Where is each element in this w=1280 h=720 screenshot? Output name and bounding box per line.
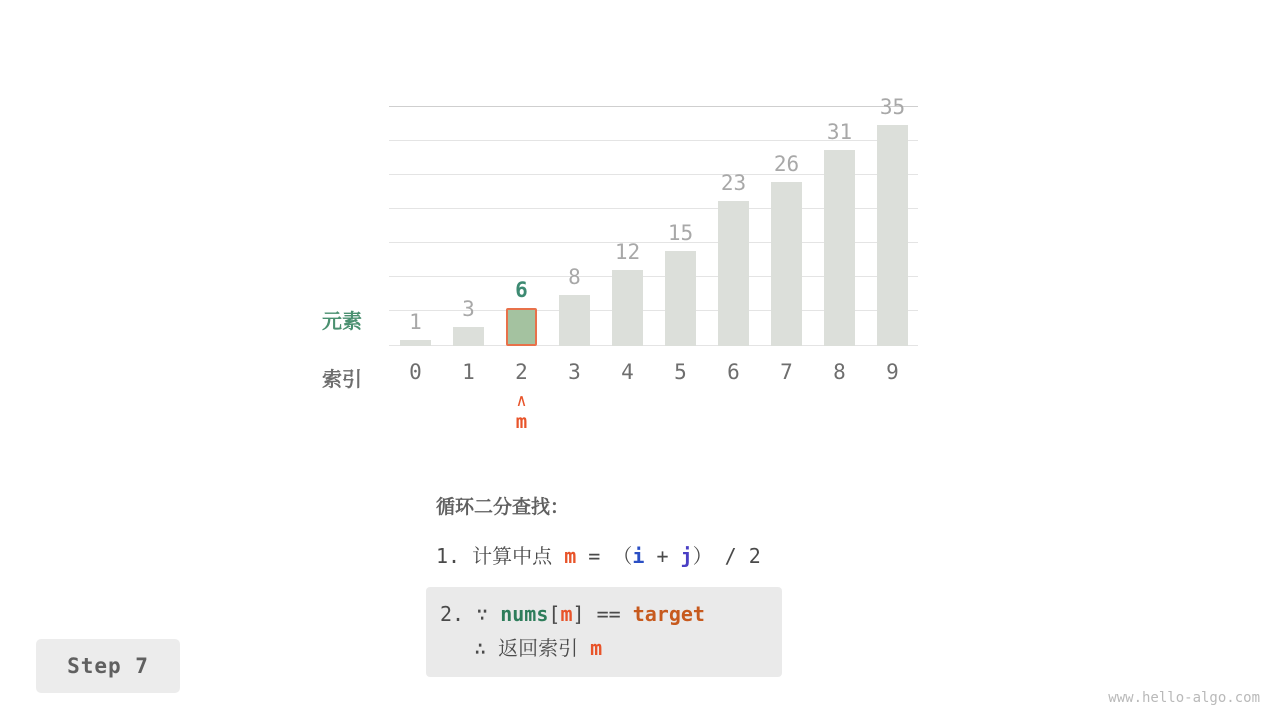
bar-value-label: 8 xyxy=(568,265,581,289)
bar-value-label: 23 xyxy=(720,171,747,195)
caption-text: 循环二分查找： xyxy=(436,496,570,518)
line2-eqeq: == xyxy=(584,602,633,626)
bar-value-label: 6 xyxy=(515,278,528,302)
bar-value-label: 26 xyxy=(773,152,800,176)
bar xyxy=(771,182,802,346)
bar xyxy=(400,340,431,346)
line2-target: target xyxy=(632,602,705,626)
line2-number: 2. xyxy=(440,602,465,626)
bar xyxy=(559,295,590,346)
line1-var-m: m xyxy=(564,544,577,568)
step-line-3 xyxy=(436,631,770,665)
index-axis xyxy=(389,360,918,392)
line2-because: ∵ xyxy=(464,602,501,626)
bar-highlighted xyxy=(506,308,537,346)
line3-therefore: ∴ 返回索引 xyxy=(474,636,591,660)
highlighted-step-box xyxy=(426,587,782,677)
index-label: 7 xyxy=(780,360,793,384)
bar-slot xyxy=(495,106,548,346)
bar-slot xyxy=(548,106,601,346)
bar xyxy=(453,327,484,346)
explanation-block xyxy=(426,492,866,677)
step-line-2 xyxy=(436,597,770,631)
line1-suffix: ） / 2 xyxy=(692,544,761,568)
pointer-name: m xyxy=(515,411,528,433)
line1-plus: + xyxy=(644,544,681,568)
line1-equals: = （ xyxy=(576,544,633,568)
index-label: 1 xyxy=(462,360,475,384)
index-label: 3 xyxy=(568,360,581,384)
pointer-m xyxy=(495,391,548,436)
line2-rbracket: ] xyxy=(572,602,585,626)
bar xyxy=(718,201,749,346)
axis-label-index: 索引 xyxy=(322,367,362,391)
bar xyxy=(665,251,696,346)
index-label: 0 xyxy=(409,360,422,384)
bar-value-label: 31 xyxy=(826,120,853,144)
index-label: 8 xyxy=(833,360,846,384)
line2-nums: nums xyxy=(500,602,549,626)
step-line-1 xyxy=(426,537,866,575)
bar-slot xyxy=(866,106,919,346)
line1-number: 1. xyxy=(436,544,461,568)
bar xyxy=(612,270,643,346)
line3-var-m: m xyxy=(590,636,603,660)
bar-slot xyxy=(760,106,813,346)
bar-slot xyxy=(601,106,654,346)
line2-var-m: m xyxy=(560,602,573,626)
bar-value-label: 15 xyxy=(667,221,694,245)
line2-lbracket: [ xyxy=(548,602,561,626)
bar-value-label: 12 xyxy=(614,240,641,264)
bar-value-label: 35 xyxy=(879,95,906,119)
axis-label-element: 元素 xyxy=(322,309,362,333)
index-label: 5 xyxy=(674,360,687,384)
index-label: 6 xyxy=(727,360,740,384)
index-label: 4 xyxy=(621,360,634,384)
index-label: 2 xyxy=(515,360,528,384)
index-label: 9 xyxy=(886,360,899,384)
line1-var-i: i xyxy=(632,544,645,568)
step-badge: Step 7 xyxy=(36,639,180,693)
bar-value-label: 3 xyxy=(462,297,475,321)
bar-slot xyxy=(707,106,760,346)
line1-var-j: j xyxy=(680,544,693,568)
bar xyxy=(877,125,908,346)
bar-value-label: 1 xyxy=(409,310,422,334)
pointer-caret-icon: ∧ xyxy=(516,391,527,411)
bar xyxy=(824,150,855,346)
watermark: www.hello-algo.com xyxy=(1108,690,1260,706)
line1-text: 计算中点 xyxy=(460,544,565,568)
